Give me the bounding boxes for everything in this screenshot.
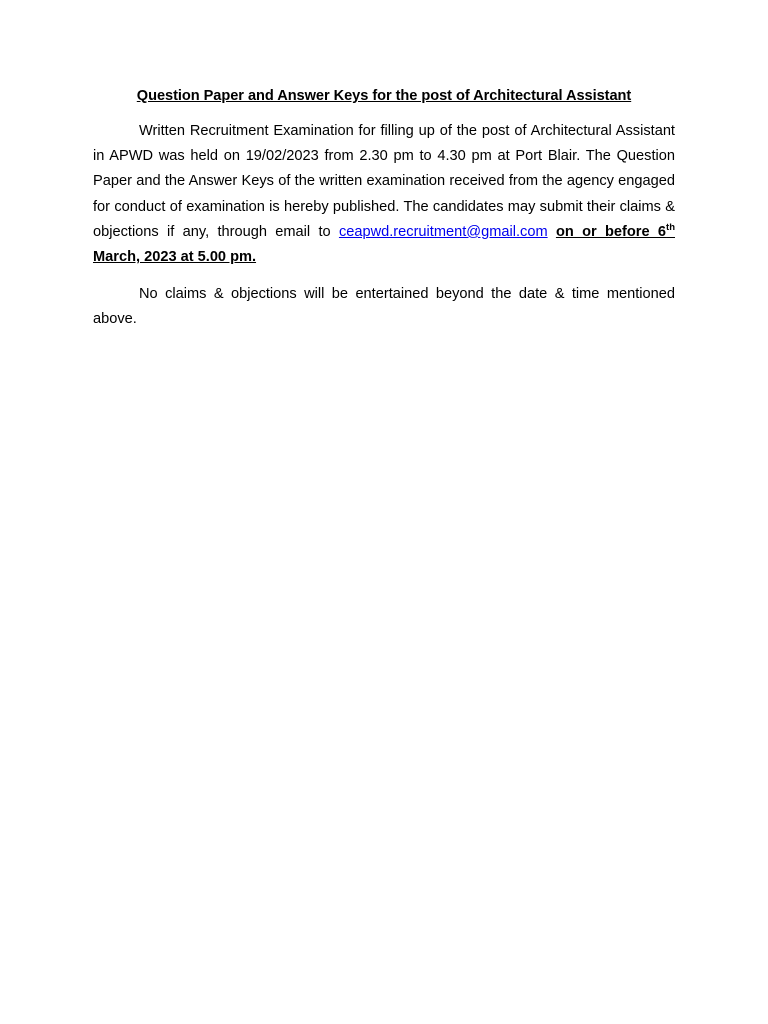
document-title: Question Paper and Answer Keys for the post of Architectural Assistant [136,88,632,104]
email-link[interactable]: ceapwd.recruitment@gmail.com [338,223,548,240]
document-body [93,86,675,333]
paragraph-notice: No claims & objections will be entertained beyond the date & time mentioned above. [93,286,675,328]
announcement-text: Written Recruitment Examination for filling up of the post of Architectural Assistant in APWD was held on 19/02/2023 from 2.30 pm to 4.30 pm at Port Blair. The Question Paper and the Answer Keys of the written examination received from the agency engaged for conduct of examination is hereby published. The candidates may submit their claims & objections if any, through email to [93,123,675,240]
deadline-before: on or before 6 [555,223,667,240]
deadline-superscript: th [666,221,675,233]
deadline-after: March, 2023 at 5.00 pm. [93,249,257,266]
paragraph-announcement [93,119,675,270]
